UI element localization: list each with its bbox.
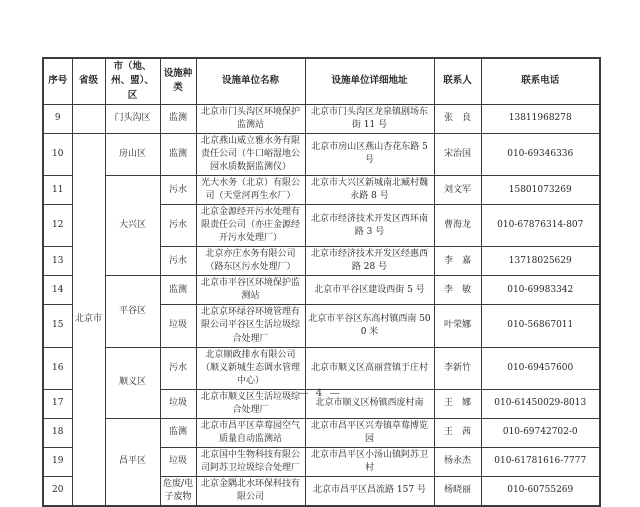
cell-contact-person: 曹海龙: [434, 205, 481, 247]
table-row: [43, 276, 600, 305]
header-city-district: 市（地、州、盟）、区: [105, 58, 160, 104]
cell-serial-number: 18: [43, 418, 72, 447]
cell-facility-address: 北京市顺义区杨镇西庞村南: [305, 389, 434, 418]
cell-contact-phone: 010-69346336: [481, 133, 600, 175]
cell-facility-name: 北京市门头沟区环境保护监测站: [196, 104, 305, 133]
cell-facility-type: 监测: [160, 418, 196, 447]
cell-facility-name: 北京京环绿谷环境管理有限公司平谷区生活垃圾综合处理厂: [196, 305, 305, 347]
cell-facility-address: 北京市平谷区建设西街 5 号: [305, 276, 434, 305]
cell-facility-name: 北京燕山威立雅水务有限责任公司（牛口峪湿地公园水质数据监测仪）: [196, 133, 305, 175]
page-number: — 4 —: [297, 387, 343, 399]
cell-contact-phone: 010-67876314-807: [481, 205, 600, 247]
cell-province-merged: 北京市: [72, 133, 105, 506]
cell-serial-number: 19: [43, 447, 72, 476]
cell-facility-type: 污水: [160, 175, 196, 204]
cell-facility-address: 北京市平谷区东高村镇西南 500 米: [305, 305, 434, 347]
cell-facility-type: 垃圾: [160, 447, 196, 476]
cell-facility-name: 北京金隅北水环保科技有限公司: [196, 476, 305, 506]
cell-facility-type: 垃圾: [160, 389, 196, 418]
cell-contact-person: 王 茜: [434, 418, 481, 447]
cell-serial-number: 15: [43, 305, 72, 347]
cell-serial-number: 20: [43, 476, 72, 506]
cell-facility-name: 北京国中生物科技有限公司阿苏卫垃圾综合处理厂: [196, 447, 305, 476]
cell-district: 房山区: [105, 133, 160, 175]
cell-contact-phone: 010-69457600: [481, 347, 600, 389]
header-facility-name: 设施单位名称: [196, 58, 305, 104]
cell-serial-number: 10: [43, 133, 72, 175]
cell-facility-type: 污水: [160, 205, 196, 247]
header-facility-type: 设施种类: [160, 58, 196, 104]
header-contact-phone: 联系电话: [481, 58, 600, 104]
cell-contact-person: 叶荣娜: [434, 305, 481, 347]
cell-district-merged: 大兴区: [105, 175, 160, 275]
cell-contact-person: 张 良: [434, 104, 481, 133]
cell-facility-type: 监测: [160, 276, 196, 305]
cell-serial-number: 11: [43, 175, 72, 204]
cell-serial-number: 12: [43, 205, 72, 247]
table-row: [43, 418, 600, 447]
cell-facility-address: 北京市昌平区兴寿镇草莓博览园: [305, 418, 434, 447]
cell-contact-person: 杨永杰: [434, 447, 481, 476]
cell-serial-number: 9: [43, 104, 72, 133]
cell-facility-name: 北京市昌平区草莓园空气质量自动监测站: [196, 418, 305, 447]
cell-district: 门头沟区: [105, 104, 160, 133]
cell-contact-phone: 010-56867011: [481, 305, 600, 347]
header-province: 省级: [72, 58, 105, 104]
table-row: [43, 347, 600, 389]
cell-serial-number: 13: [43, 247, 72, 276]
cell-contact-phone: 010-61781616-7777: [481, 447, 600, 476]
cell-facility-address: 北京市昌平区小汤山镇阿苏卫村: [305, 447, 434, 476]
header-facility-address: 设施单位详细地址: [305, 58, 434, 104]
cell-facility-address: 北京市门头沟区龙泉镇剧场东街 11 号: [305, 104, 434, 133]
cell-contact-person: 杨晓丽: [434, 476, 481, 506]
cell-serial-number: 17: [43, 389, 72, 418]
table-row: [43, 175, 600, 204]
cell-district-merged: 顺义区: [105, 347, 160, 418]
cell-serial-number: 16: [43, 347, 72, 389]
cell-contact-phone: 13718025629: [481, 247, 600, 276]
cell-contact-phone: 010-61450029-8013: [481, 389, 600, 418]
cell-facility-name: 北京金源经开污水处理有限责任公司（亦庄金源经开污水处理厂）: [196, 205, 305, 247]
cell-facility-type: 污水: [160, 347, 196, 389]
cell-facility-name: 北京市顺义区生活垃圾综合处理厂: [196, 389, 305, 418]
cell-facility-type: 监测: [160, 133, 196, 175]
cell-facility-type: 危废/电子废物: [160, 476, 196, 506]
cell-contact-phone: 010-60755269: [481, 476, 600, 506]
cell-district-merged: 昌平区: [105, 418, 160, 506]
table-header-row: [43, 58, 600, 104]
cell-contact-person: 王 娜: [434, 389, 481, 418]
cell-facility-type: 监测: [160, 104, 196, 133]
cell-contact-person: 宋治国: [434, 133, 481, 175]
header-serial-number: 序号: [43, 58, 72, 104]
cell-facility-address: 北京市经济技术开发区西环南路 3 号: [305, 205, 434, 247]
cell-facility-address: 北京市顺义区高丽营镇于庄村: [305, 347, 434, 389]
table-row: [43, 133, 600, 175]
cell-facility-name: 光大水务（北京）有限公司（天堂河再生水厂）: [196, 175, 305, 204]
cell-contact-phone: 15801073269: [481, 175, 600, 204]
cell-province-empty: [72, 104, 105, 133]
header-contact-person: 联系人: [434, 58, 481, 104]
cell-contact-person: 李新竹: [434, 347, 481, 389]
cell-contact-person: 刘文军: [434, 175, 481, 204]
cell-serial-number: 14: [43, 276, 72, 305]
cell-facility-type: 污水: [160, 247, 196, 276]
cell-facility-address: 北京市大兴区新城南北臧村魏永路 8 号: [305, 175, 434, 204]
cell-facility-address: 北京市房山区燕山杏花东路 5 号: [305, 133, 434, 175]
cell-facility-type: 垃圾: [160, 305, 196, 347]
cell-contact-person: 李 嘉: [434, 247, 481, 276]
facility-table: [42, 57, 601, 507]
cell-facility-name: 北京市平谷区环境保护监测站: [196, 276, 305, 305]
cell-facility-address: 北京市经济技术开发区经惠西路 28 号: [305, 247, 434, 276]
table-row: [43, 104, 600, 133]
cell-contact-phone: 010-69742702-0: [481, 418, 600, 447]
cell-facility-name: 北京顺政排水有限公司（顺义新城生态调水管理中心）: [196, 347, 305, 389]
cell-district-merged: 平谷区: [105, 276, 160, 347]
cell-contact-phone: 010-69983342: [481, 276, 600, 305]
cell-facility-address: 北京市昌平区昌流路 157 号: [305, 476, 434, 506]
cell-facility-name: 北京亦庄水务有限公司（路东区污水处理厂）: [196, 247, 305, 276]
cell-contact-person: 李 敏: [434, 276, 481, 305]
cell-contact-phone: 13811968278: [481, 104, 600, 133]
